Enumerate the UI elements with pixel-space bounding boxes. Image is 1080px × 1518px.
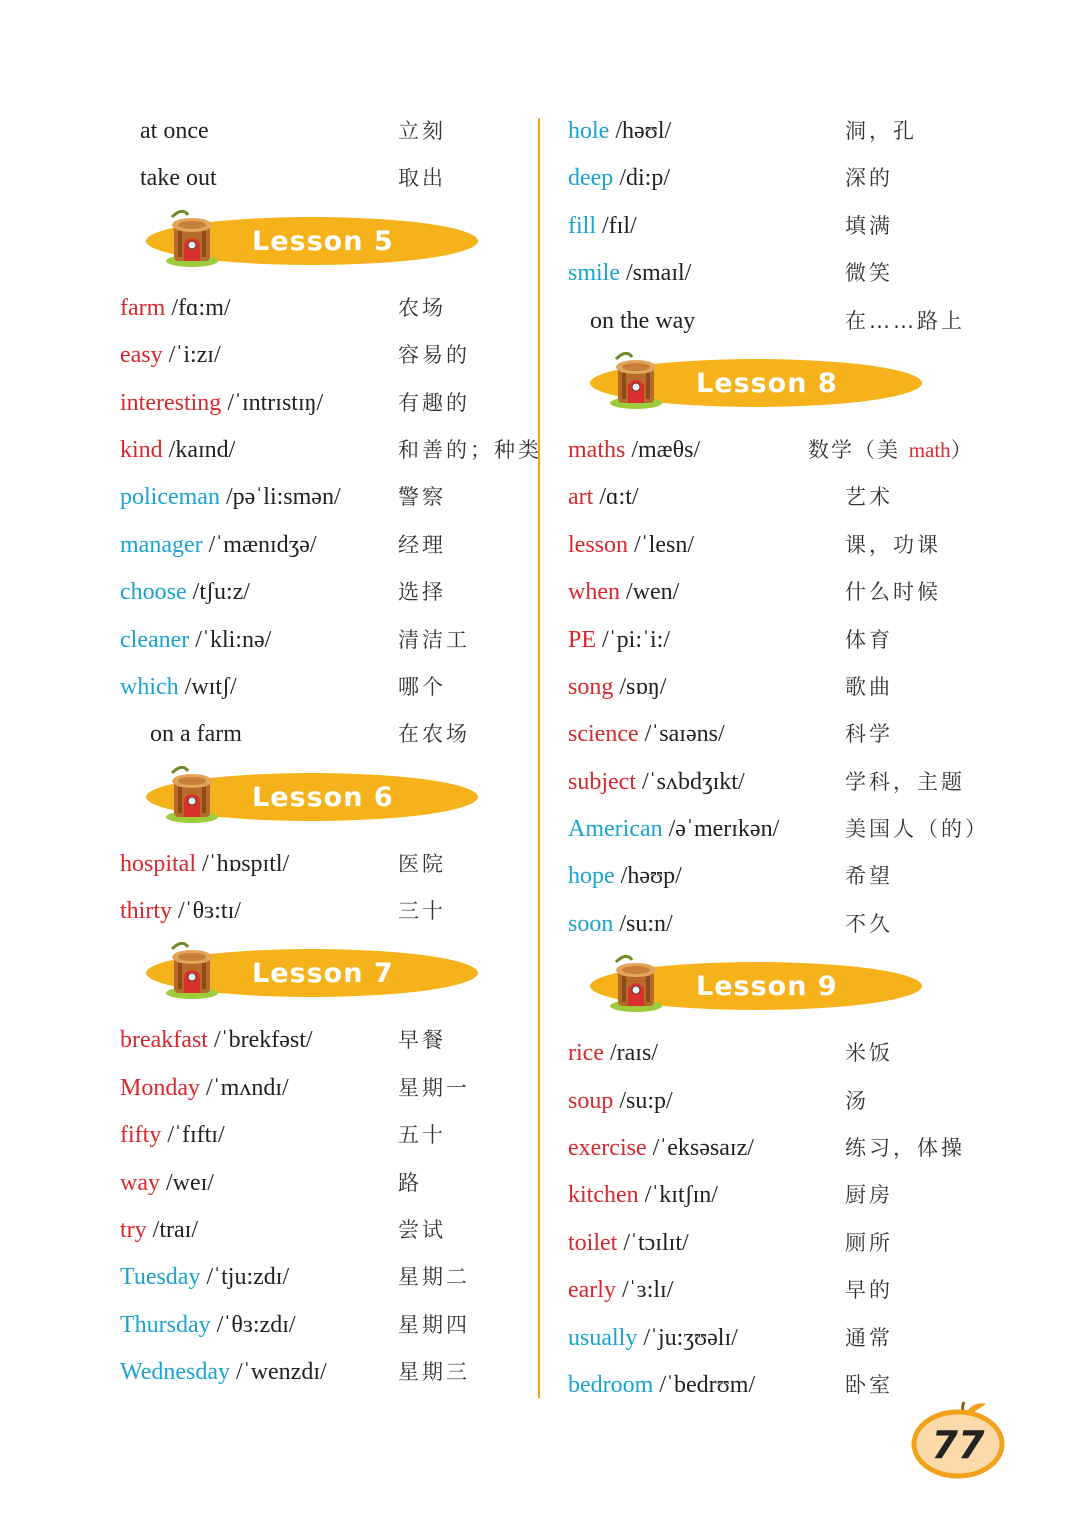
vocab-entry [568, 901, 988, 948]
vocab-phonetic: /traɪ/ [146, 1217, 198, 1244]
vocab-translation: 练习，体操 [845, 1136, 965, 1161]
vocab-translation: 通常 [845, 1325, 893, 1350]
vocab-phonetic: /ɑ:t/ [593, 484, 639, 511]
vocab-phonetic: /mæθs/ [625, 436, 701, 463]
vocab-phonetic: /ˈθɜ:zdɪ/ [210, 1311, 296, 1338]
vocab-phonetic: /ˈju:ʒʊəlɪ/ [637, 1324, 738, 1351]
vocab-word: Thursday [120, 1311, 211, 1338]
vocab-entry [120, 1160, 530, 1207]
vocab-word: fill [568, 212, 596, 239]
vocab-entry [120, 888, 530, 935]
lesson-title: Lesson 6 [252, 781, 394, 813]
vocab-translation: 美国人（的） [845, 817, 989, 842]
vocab-translation: 星期一 [398, 1075, 470, 1100]
vocab-word: Monday [120, 1074, 200, 1101]
vocab-entry [120, 1302, 530, 1349]
vocab-phonetic: /ˈkli:nə/ [189, 626, 272, 653]
vocab-word: farm [120, 294, 166, 321]
vocab-phrase [120, 155, 530, 202]
vocab-entry [568, 522, 988, 569]
vocab-entry [568, 1172, 988, 1219]
vocab-entry [568, 1125, 988, 1172]
vocab-entry [568, 711, 988, 758]
vocab-word: toilet [568, 1229, 618, 1256]
vocab-entry [120, 474, 530, 521]
vocab-entry [568, 1220, 988, 1267]
vocab-translation: 星期二 [398, 1265, 470, 1290]
vocab-translation: 医院 [398, 851, 446, 876]
vocab-word: American [568, 816, 663, 843]
translation-english-variant: math [908, 437, 951, 462]
vocab-phonetic: /ˈpi:ˈi:/ [596, 626, 671, 653]
vocab-entry [120, 285, 530, 332]
vocab-phonetic: /su:p/ [613, 1087, 673, 1114]
vocab-translation: 立刻 [398, 119, 446, 143]
translation-part: 数学（美 [808, 437, 909, 462]
vocab-word: deep [568, 165, 614, 192]
vocab-word: kitchen [568, 1182, 639, 1209]
vocab-entry [568, 1030, 988, 1077]
vocab-word: smile [568, 260, 620, 287]
vocab-phonetic: /weɪ/ [159, 1169, 214, 1196]
vocab-entry [120, 522, 530, 569]
vocab-entry [568, 155, 988, 202]
vocab-phonetic: /fɪl/ [596, 212, 637, 239]
vocab-translation: 早的 [845, 1278, 893, 1303]
vocab-translation: 厨房 [845, 1183, 893, 1208]
vocab-translation: 体育 [845, 627, 893, 652]
vocab-translation: 在……路上 [845, 308, 965, 333]
vocab-word: which [120, 673, 179, 700]
vocab-entry [120, 1112, 530, 1159]
lesson-title: Lesson 9 [696, 971, 838, 1003]
vocab-translation: 汤 [845, 1088, 869, 1113]
tree-stump-house-icon [164, 939, 220, 999]
vocab-translation: 哪个 [398, 674, 446, 699]
vocab-phonetic: /həʊp/ [614, 863, 682, 890]
vocab-word: interesting [120, 389, 222, 416]
vocab-entry [568, 664, 988, 711]
vocab-phonetic: /əˈmerɪkən/ [662, 816, 780, 843]
vocab-translation: 洞，孔 [845, 119, 917, 143]
vocab-word: easy [120, 342, 163, 369]
vocab-phonetic: /ˈkɪtʃɪn/ [638, 1182, 718, 1209]
vocab-word: hope [568, 863, 615, 890]
vocab-entry [568, 617, 988, 664]
vocab-word: exercise [568, 1135, 647, 1162]
vocab-phonetic: /fɑ:m/ [165, 294, 231, 321]
vocab-word: science [568, 721, 639, 748]
phrase-text: take out [140, 165, 217, 192]
page-number: 77 [931, 1423, 985, 1467]
vocab-word: soon [568, 910, 614, 937]
vocab-word: kind [120, 436, 163, 463]
vocab-phonetic: /ˈbrekfəst/ [207, 1027, 313, 1054]
vocab-entry [568, 1078, 988, 1125]
vocab-entry [120, 1065, 530, 1112]
vocab-entry [120, 332, 530, 379]
vocab-word: soup [568, 1087, 614, 1114]
vocab-phonetic: /ˈbedrʊm/ [653, 1371, 756, 1398]
tree-stump-house-icon [164, 763, 220, 823]
vocab-word: PE [568, 626, 597, 653]
vocab-entry [568, 427, 988, 474]
vocab-word: subject [568, 768, 636, 795]
vocab-phonetic: /ˈsaɪəns/ [638, 721, 725, 748]
vocab-translation: 星期三 [398, 1360, 470, 1385]
vocab-word: song [568, 673, 614, 700]
vocab-entry [120, 380, 530, 427]
vocab-phrase [120, 711, 530, 758]
vocab-translation: 课，功课 [845, 532, 941, 557]
vocab-entry [120, 841, 530, 888]
lesson-title: Lesson 8 [696, 367, 838, 399]
vocab-phonetic: /ˈmʌndɪ/ [200, 1074, 289, 1101]
vocab-phonetic: /pəˈli:smən/ [219, 484, 341, 511]
vocab-word: try [120, 1217, 147, 1244]
vocab-word: when [568, 579, 620, 606]
vocab-word: usually [568, 1324, 638, 1351]
vocab-translation: 填满 [845, 213, 893, 238]
lesson-banner [120, 203, 530, 285]
lesson-banner [120, 759, 530, 841]
vocab-translation: 艺术 [845, 485, 893, 510]
vocab-word: Tuesday [120, 1264, 201, 1291]
vocab-phonetic: /ˈi:zɪ/ [162, 342, 221, 369]
vocab-entry [568, 853, 988, 900]
vocab-translation: 清洁工 [398, 627, 470, 652]
vocab-translation: 和善的；种类 [398, 437, 542, 462]
vocab-phonetic: /ˈwenzdɪ/ [230, 1359, 327, 1386]
vocab-translation: 深的 [845, 166, 893, 191]
phrase-text: on the way [590, 307, 696, 334]
vocab-translation: 星期四 [398, 1312, 470, 1337]
vocab-entry [120, 1254, 530, 1301]
vocab-word: policeman [120, 484, 220, 511]
vocab-entry [568, 250, 988, 297]
tree-stump-house-icon [608, 349, 664, 409]
vocab-entry [568, 806, 988, 853]
vocab-translation: 早餐 [398, 1028, 446, 1053]
vocab-translation: 农场 [398, 295, 446, 320]
vocab-translation: 不久 [845, 911, 893, 936]
vocab-phonetic: /həʊl/ [609, 118, 672, 144]
vocab-translation: 五十 [398, 1123, 446, 1148]
vocab-entry [568, 203, 988, 250]
vocab-translation: 希望 [845, 864, 893, 889]
vocab-translation: 经理 [398, 532, 446, 557]
left-vocabulary-column [120, 108, 542, 1397]
vocab-translation: 学科，主题 [845, 769, 965, 794]
vocab-phonetic: /ˈtju:zdɪ/ [200, 1264, 290, 1291]
vocab-word: way [120, 1169, 160, 1196]
vocab-word: fifty [120, 1122, 162, 1149]
lesson-title: Lesson 7 [252, 958, 394, 990]
vocab-word: choose [120, 579, 187, 606]
vocab-entry [568, 759, 988, 806]
phrase-text: at once [140, 118, 209, 144]
vocab-phonetic: /di:p/ [613, 165, 670, 192]
vocab-phrase [568, 298, 988, 345]
vocab-translation: 歌曲 [845, 674, 893, 699]
vocab-phonetic: /wɪtʃ/ [178, 673, 237, 700]
vocab-entry [120, 1017, 530, 1064]
vocab-entry [568, 474, 988, 521]
vocab-phonetic: /kaɪnd/ [162, 436, 236, 463]
lesson-title: Lesson 5 [252, 225, 394, 257]
vocab-entry [120, 664, 530, 711]
vocab-translation: 米饭 [845, 1041, 893, 1066]
phrase-text: on a farm [150, 721, 242, 748]
column-divider [538, 118, 540, 1398]
tree-stump-house-icon [164, 207, 220, 267]
vocab-translation: 有趣的 [398, 390, 470, 415]
vocab-entry [120, 1349, 530, 1396]
vocab-translation: 在农场 [398, 722, 470, 747]
vocab-word: art [568, 484, 594, 511]
vocab-word: manager [120, 531, 203, 558]
vocab-translation: 容易的 [398, 343, 470, 368]
vocab-phonetic: /ˈtɔɪlɪt/ [617, 1229, 689, 1256]
vocab-translation [808, 427, 974, 474]
vocab-word: bedroom [568, 1371, 654, 1398]
vocab-word: maths [568, 436, 626, 463]
vocab-translation: 什么时候 [845, 580, 941, 605]
vocab-phonetic: /ˈɜ:lɪ/ [615, 1277, 674, 1304]
vocab-translation: 尝试 [398, 1218, 446, 1243]
tree-stump-house-icon [608, 952, 664, 1012]
vocab-word: early [568, 1277, 616, 1304]
vocab-entry [568, 569, 988, 616]
vocab-translation: 卧室 [845, 1372, 893, 1397]
vocab-word: thirty [120, 898, 172, 925]
vocab-word: hole [568, 118, 610, 144]
vocab-phonetic: /ˈɪntrɪstɪŋ/ [221, 389, 324, 416]
page-number-apple-icon [910, 1400, 1006, 1480]
vocab-word: Wednesday [120, 1359, 231, 1386]
vocab-phonetic: /ˈlesn/ [628, 531, 694, 558]
vocab-translation: 微笑 [845, 261, 893, 286]
vocab-entry [568, 1267, 988, 1314]
vocab-word: hospital [120, 850, 196, 877]
vocab-entry [568, 108, 988, 155]
vocab-entry [120, 569, 530, 616]
vocab-word: lesson [568, 531, 628, 558]
vocab-phonetic: /raɪs/ [603, 1040, 658, 1067]
vocab-phonetic: /tʃu:z/ [186, 579, 250, 606]
vocab-phonetic: /ˈfɪftɪ/ [161, 1122, 225, 1149]
vocab-phonetic: /ˈhɒspɪtl/ [196, 850, 290, 877]
vocab-entry [568, 1315, 988, 1362]
vocab-phonetic: /su:n/ [613, 910, 673, 937]
vocab-translation: 取出 [398, 166, 446, 191]
vocab-entry [120, 617, 530, 664]
vocab-translation: 科学 [845, 722, 893, 747]
vocab-translation: 三十 [398, 899, 446, 924]
vocab-phonetic: /sɒŋ/ [613, 673, 667, 700]
lesson-banner [568, 345, 988, 427]
vocab-translation: 厕所 [845, 1230, 893, 1255]
vocab-phonetic: /ˈsʌbdʒɪkt/ [635, 768, 745, 795]
lesson-banner [568, 948, 988, 1030]
vocab-phrase [120, 108, 530, 155]
vocab-translation: 警察 [398, 485, 446, 510]
right-vocabulary-column [568, 108, 988, 1409]
vocab-phonetic: /smaɪl/ [620, 260, 692, 287]
vocab-phonetic: /ˈeksəsaɪz/ [646, 1135, 754, 1162]
vocab-word: breakfast [120, 1027, 208, 1054]
vocab-phonetic: /ˈθɜ:tɪ/ [172, 898, 241, 925]
translation-part: ） [950, 437, 974, 462]
vocab-phonetic: /wen/ [619, 579, 680, 606]
vocab-word: cleaner [120, 626, 190, 653]
vocab-word: rice [568, 1040, 604, 1067]
lesson-banner [120, 935, 530, 1017]
vocab-phonetic: /ˈmænɪdʒə/ [202, 531, 317, 558]
vocab-translation: 路 [398, 1170, 422, 1195]
vocab-translation: 选择 [398, 580, 446, 605]
vocab-entry [120, 427, 542, 474]
vocab-entry [120, 1207, 530, 1254]
